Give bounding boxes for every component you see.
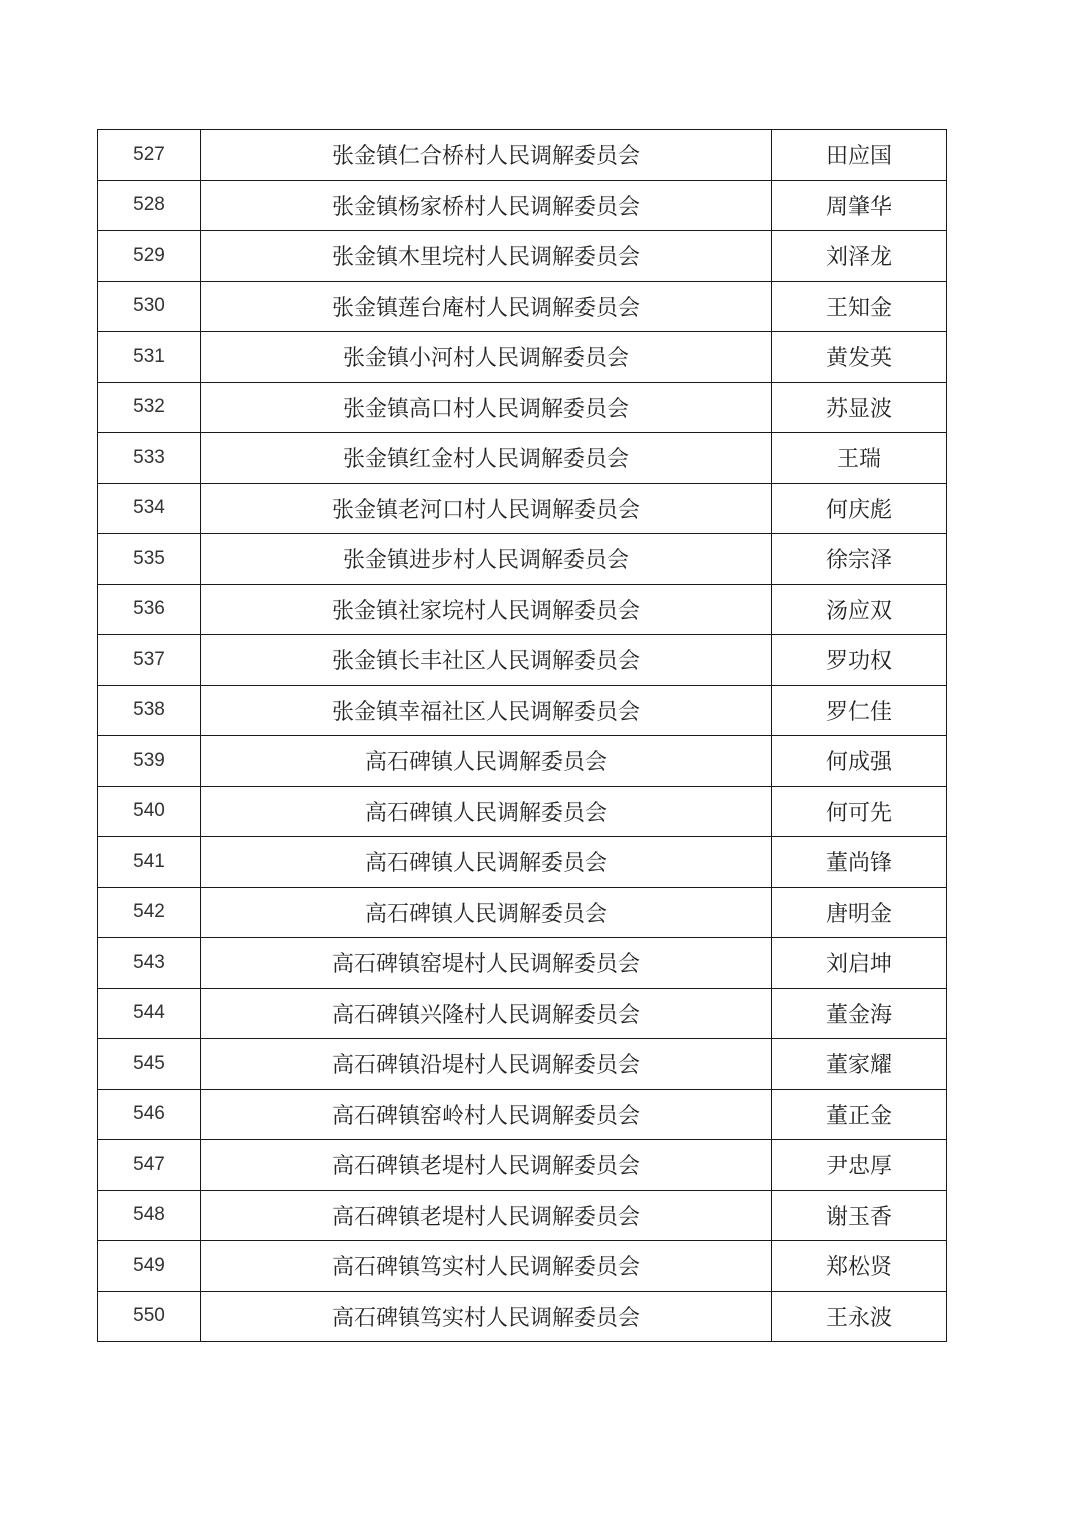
- committee-name-cell: 高石碑镇兴隆村人民调解委员会: [201, 988, 772, 1039]
- committee-name-cell: 高石碑镇人民调解委员会: [201, 887, 772, 938]
- row-number-cell: 547: [98, 1140, 201, 1191]
- row-number-cell: 537: [98, 635, 201, 686]
- mediator-name-cell: 罗功权: [772, 635, 947, 686]
- row-number-cell: 546: [98, 1089, 201, 1140]
- table-row: [98, 736, 947, 787]
- table-row: [98, 938, 947, 989]
- mediator-name-cell: 王知金: [772, 281, 947, 332]
- mediator-name-cell: 苏显波: [772, 382, 947, 433]
- mediator-name-cell: 周肇华: [772, 180, 947, 231]
- committee-name-cell: 高石碑镇窑岭村人民调解委员会: [201, 1089, 772, 1140]
- mediator-name-cell: 何庆彪: [772, 483, 947, 534]
- table-row: [98, 837, 947, 888]
- row-number-cell: 542: [98, 887, 201, 938]
- committee-name-cell: 高石碑镇人民调解委员会: [201, 837, 772, 888]
- row-number-cell: 535: [98, 534, 201, 585]
- mediator-name-cell: 王永波: [772, 1291, 947, 1342]
- committee-name-cell: 张金镇木里垸村人民调解委员会: [201, 231, 772, 282]
- table-row: [98, 1241, 947, 1292]
- committee-name-cell: 张金镇社家垸村人民调解委员会: [201, 584, 772, 635]
- committee-name-cell: 高石碑镇笃实村人民调解委员会: [201, 1241, 772, 1292]
- table-row: [98, 887, 947, 938]
- mediator-name-cell: 徐宗泽: [772, 534, 947, 585]
- table-row: [98, 635, 947, 686]
- table-row: [98, 534, 947, 585]
- mediator-name-cell: 董正金: [772, 1089, 947, 1140]
- row-number-cell: 549: [98, 1241, 201, 1292]
- mediator-name-cell: 何可先: [772, 786, 947, 837]
- table-row: [98, 332, 947, 383]
- committee-name-cell: 张金镇进步村人民调解委员会: [201, 534, 772, 585]
- table-row: [98, 1190, 947, 1241]
- table-row: [98, 483, 947, 534]
- mediator-name-cell: 王瑞: [772, 433, 947, 484]
- mediator-name-cell: 郑松贤: [772, 1241, 947, 1292]
- mediator-name-cell: 罗仁佳: [772, 685, 947, 736]
- row-number-cell: 527: [98, 130, 201, 181]
- row-number-cell: 530: [98, 281, 201, 332]
- mediator-name-cell: 汤应双: [772, 584, 947, 635]
- committee-name-cell: 高石碑镇人民调解委员会: [201, 736, 772, 787]
- committee-name-cell: 高石碑镇老堤村人民调解委员会: [201, 1190, 772, 1241]
- row-number-cell: 539: [98, 736, 201, 787]
- committee-name-cell: 张金镇老河口村人民调解委员会: [201, 483, 772, 534]
- mediator-name-cell: 刘泽龙: [772, 231, 947, 282]
- committee-name-cell: 张金镇红金村人民调解委员会: [201, 433, 772, 484]
- row-number-cell: 545: [98, 1039, 201, 1090]
- row-number-cell: 533: [98, 433, 201, 484]
- mediator-name-cell: 董家耀: [772, 1039, 947, 1090]
- committee-name-cell: 张金镇小河村人民调解委员会: [201, 332, 772, 383]
- table-row: [98, 988, 947, 1039]
- table-row: [98, 382, 947, 433]
- committee-name-cell: 高石碑镇笃实村人民调解委员会: [201, 1291, 772, 1342]
- table-body: [98, 130, 947, 1342]
- row-number-cell: 532: [98, 382, 201, 433]
- row-number-cell: 528: [98, 180, 201, 231]
- table-row: [98, 130, 947, 181]
- mediator-name-cell: 田应国: [772, 130, 947, 181]
- row-number-cell: 536: [98, 584, 201, 635]
- row-number-cell: 544: [98, 988, 201, 1039]
- committee-name-cell: 张金镇幸福社区人民调解委员会: [201, 685, 772, 736]
- table-row: [98, 685, 947, 736]
- row-number-cell: 540: [98, 786, 201, 837]
- mediator-name-cell: 董金海: [772, 988, 947, 1039]
- row-number-cell: 534: [98, 483, 201, 534]
- committee-name-cell: 张金镇高口村人民调解委员会: [201, 382, 772, 433]
- committee-name-cell: 张金镇莲台庵村人民调解委员会: [201, 281, 772, 332]
- mediator-name-cell: 黄发英: [772, 332, 947, 383]
- table-row: [98, 231, 947, 282]
- committee-name-cell: 高石碑镇老堤村人民调解委员会: [201, 1140, 772, 1191]
- mediator-name-cell: 何成强: [772, 736, 947, 787]
- row-number-cell: 541: [98, 837, 201, 888]
- committee-name-cell: 张金镇仁合桥村人民调解委员会: [201, 130, 772, 181]
- table-row: [98, 180, 947, 231]
- table-row: [98, 281, 947, 332]
- table-row: [98, 1140, 947, 1191]
- mediator-name-cell: 尹忠厚: [772, 1140, 947, 1191]
- table-row: [98, 1089, 947, 1140]
- committee-name-cell: 张金镇长丰社区人民调解委员会: [201, 635, 772, 686]
- mediation-committee-table: [97, 129, 947, 1342]
- committee-name-cell: 张金镇杨家桥村人民调解委员会: [201, 180, 772, 231]
- row-number-cell: 538: [98, 685, 201, 736]
- table-row: [98, 786, 947, 837]
- committee-name-cell: 高石碑镇窑堤村人民调解委员会: [201, 938, 772, 989]
- row-number-cell: 531: [98, 332, 201, 383]
- committee-name-cell: 高石碑镇沿堤村人民调解委员会: [201, 1039, 772, 1090]
- table-row: [98, 1291, 947, 1342]
- mediator-name-cell: 刘启坤: [772, 938, 947, 989]
- table-row: [98, 433, 947, 484]
- table-row: [98, 584, 947, 635]
- mediator-name-cell: 谢玉香: [772, 1190, 947, 1241]
- row-number-cell: 548: [98, 1190, 201, 1241]
- mediator-name-cell: 董尚锋: [772, 837, 947, 888]
- row-number-cell: 543: [98, 938, 201, 989]
- row-number-cell: 550: [98, 1291, 201, 1342]
- table-row: [98, 1039, 947, 1090]
- mediator-name-cell: 唐明金: [772, 887, 947, 938]
- row-number-cell: 529: [98, 231, 201, 282]
- committee-name-cell: 高石碑镇人民调解委员会: [201, 786, 772, 837]
